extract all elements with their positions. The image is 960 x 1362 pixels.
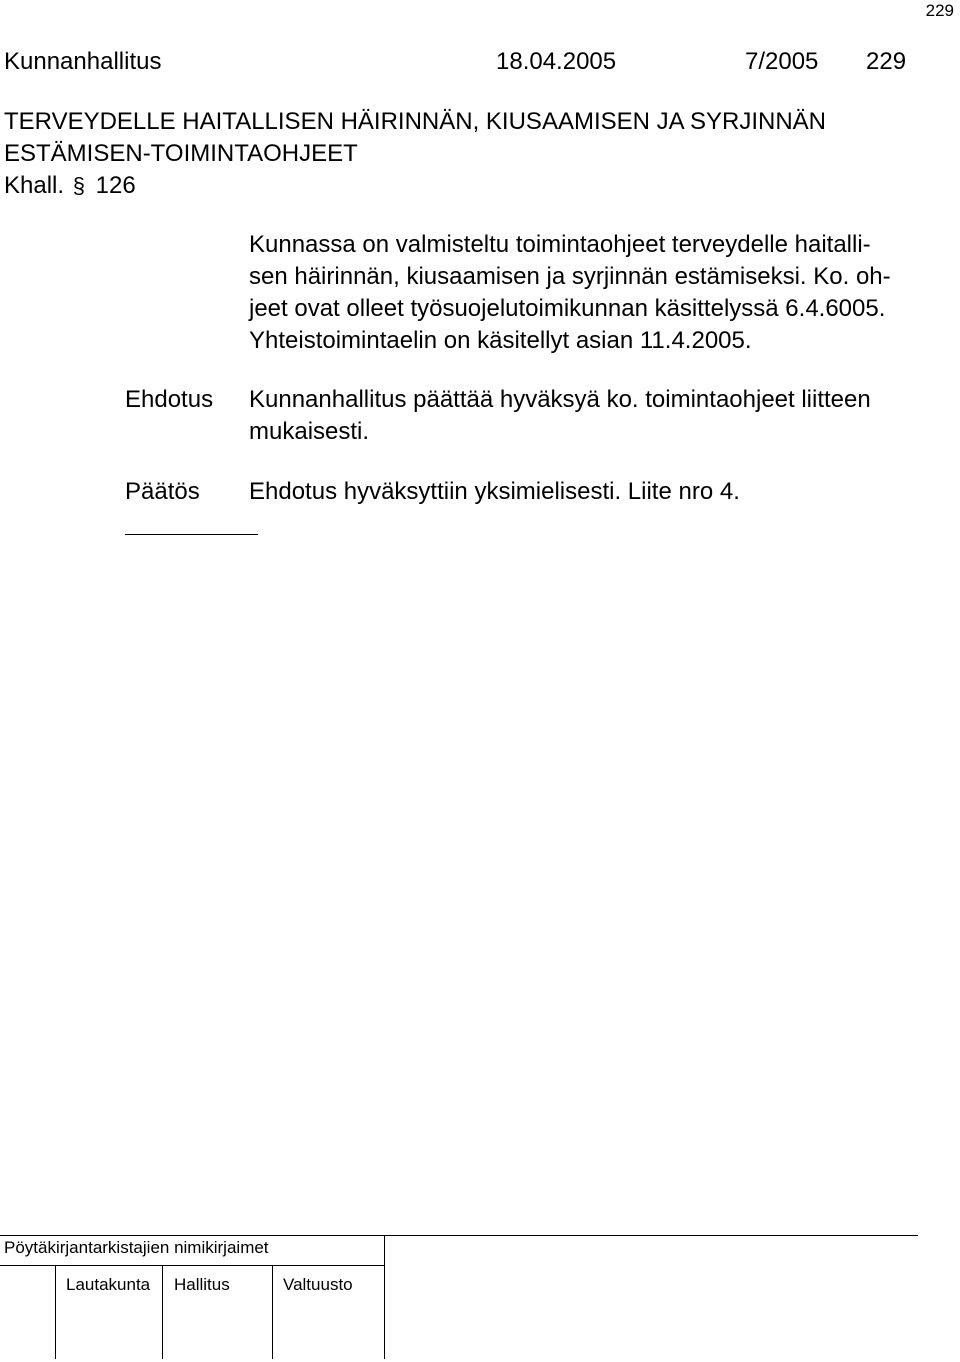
intro-line: Kunnassa on valmisteltu toimintaohjeet terveydelle haitalli- bbox=[249, 231, 871, 258]
signature-table-top-border bbox=[0, 1235, 918, 1236]
header-issue: 7/2005 bbox=[745, 48, 819, 75]
intro-paragraph bbox=[249, 229, 891, 357]
header-page-number: 229 bbox=[866, 48, 907, 75]
signature-table-header-divider bbox=[0, 1265, 384, 1266]
intro-line: sen häirinnän, kiusaamisen ja syrjinnän estämiseksi. Ko. oh- bbox=[249, 263, 891, 290]
document-title-line-2: ESTÄMISEN-TOIMINTAOHJEET bbox=[4, 140, 358, 167]
section-sign: § bbox=[72, 173, 85, 198]
signature-table-column-divider bbox=[162, 1265, 163, 1359]
signature-table-title: Pöytäkirjantarkistajien nimikirjaimet bbox=[4, 1238, 269, 1257]
signature-column-hallitus: Hallitus bbox=[174, 1275, 230, 1294]
signature-table-column-divider bbox=[272, 1265, 273, 1359]
proposal-line: mukaisesti. bbox=[249, 418, 370, 445]
header-organization: Kunnanhallitus bbox=[4, 48, 162, 75]
signature-table-column-divider bbox=[55, 1265, 56, 1359]
decision-label: Päätös bbox=[125, 478, 200, 505]
header-date: 18.04.2005 bbox=[496, 48, 617, 75]
signature-table-right-border bbox=[384, 1235, 385, 1359]
proposal-label: Ehdotus bbox=[125, 386, 214, 413]
corner-page-number: 229 bbox=[925, 1, 954, 20]
signature-column-lautakunta: Lautakunta bbox=[66, 1275, 151, 1294]
section-number: 126 bbox=[95, 172, 136, 199]
proposal-text bbox=[249, 384, 871, 448]
intro-line: jeet ovat olleet työsuojelutoimikunnan käsittelyssä 6.4.6005. bbox=[249, 295, 886, 322]
signature-column-valtuusto: Valtuusto bbox=[283, 1275, 353, 1294]
proposal-line: Kunnanhallitus päättää hyväksyä ko. toimintaohjeet liitteen bbox=[249, 386, 871, 413]
section-prefix: Khall. bbox=[4, 172, 65, 199]
document-title-line-1: TERVEYDELLE HAITALLISEN HÄIRINNÄN, KIUSAAMISEN JA SYRJINNÄN bbox=[4, 108, 826, 135]
section-reference bbox=[4, 170, 136, 202]
intro-line: Yhteistoimintaelin on käsitellyt asian 11.4.2005. bbox=[249, 327, 752, 354]
decision-text: Ehdotus hyväksyttiin yksimielisesti. Liite nro 4. bbox=[249, 478, 740, 505]
section-end-rule bbox=[125, 534, 258, 535]
